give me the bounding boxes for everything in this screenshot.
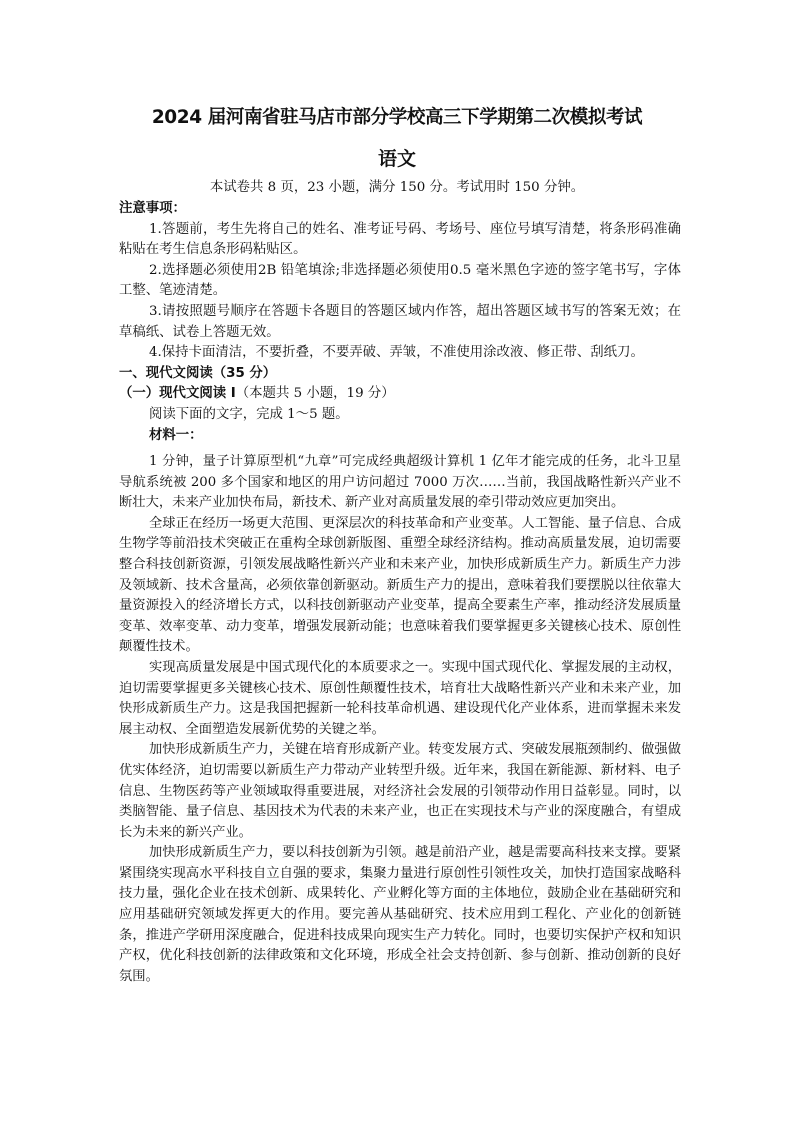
material-heading: 材料一： [149,427,203,443]
notice-item: 4.保持卡面清洁，不要折叠，不要弄破、弄皱，不准使用涂改液、修正带、刮纸刀。 [149,345,644,361]
exam-title: 2024 届河南省驻马店市部分学校高三下学期第二次模拟考试 [151,107,643,128]
notice-section [119,199,681,446]
section-heading: 一、现代文阅读（35 分） [119,365,277,381]
sub-section-label: （一）现代文阅读 I [119,386,236,402]
material-paragraph: 加快形成新质生产力，关键在培育形成新产业。转变发展方式、突破发展瓶颈制约、做强做优实体经济，迫切需要以新质生产力带动产业转型升级。近年来，我国在新能源、新材料、电子信息、生物医药等产业领域取得重要进展，对经济社会发展的引领带动作用日益彰显。同时，以类脑智能、量子信息、基因技术为代表的未来产业，也正在实现技术与产业的深度融合，有望成长为未来的新兴产业。 [119,742,681,840]
reading-instruction: 阅读下面的文字，完成 1～5 题。 [149,406,349,422]
sub-section-detail: （本题共 5 小题，19 分） [235,386,395,402]
material-paragraph: 加快形成新质生产力，要以科技创新为引领。越是前沿产业，越是需要高科技来支撑。要紧紧围绕实现高水平科技自立自强的要求，集聚力量进行原创性引领性攻关，加快打造国家战略科技力量，强化企业在技术创新、成果转化、产业孵化等方面的主体地位，鼓励企业在基础研究和应用基础研究领域发挥更大的作用。要完善从基础研究、技术应用到工程化、产业化的创新链条，推进产学研用深度融合，促进科技成果向现实生产力转化。同时，也要切实保护产权和知识产权，优化科技创新的法律政策和文化环境，形成全社会支持创新、参与创新、推动创新的良好氛围。 [119,845,681,984]
notice-item: 3.请按照题号顺序在答题卡各题目的答题区域内作答，超出答题区域书写的答案无效；在草稿纸、试卷上答题无效。 [119,303,681,340]
material-paragraph: 全球正在经历一场更大范围、更深层次的科技革命和产业变革。人工智能、量子信息、合成生物学等前沿技术突破正在重构全球创新版图、重塑全球经济结构。推动高质量发展，迫切需要整合科技创新资源，引领发展战略性新兴产业和未来产业，加快形成新质生产力。新质生产力涉及领域新、技术含量高，必须依靠创新驱动。新质生产力的提出，意味着我们要摆脱以往依靠大量资源投入的经济增长方式，以科技创新驱动产业变革，提高全要素生产率，推动经济发展质量变革、效率变革、动力变革，增强发展新动能；也意味着我们要掌握更多关键核心技术、原创性颠覆性技术。 [119,515,681,655]
material-paragraph: 实现高质量发展是中国式现代化的本质要求之一。实现中国式现代化、掌握发展的主动权，迫切需要掌握更多关键核心技术、原创性颠覆性技术，培育壮大战略性新兴产业和未来产业，加快形成新质生产力。这是我国把握新一轮科技革命机遇、建设现代化产业体系，进而掌握未来发展主动权、全面塑造发展新优势的关键之举。 [119,659,681,737]
notice-heading: 注意事项： [119,201,186,216]
notice-item: 2.选择题必须使用2B 铅笔填涂;非选择题必须使用0.5 毫米黑色字迹的签字笔书写，字体工整、笔迹清楚。 [119,262,681,299]
subject-title: 语文 [377,148,416,170]
material-paragraph: 1 分钟，量子计算原型机“九章”可完成经典超级计算机 1 亿年才能完成的任务，北斗卫星导航系统被 200 多个国家和地区的用户访问超过 7000 万次……当前，我国战略性新兴产业不断壮大，未来产业加快布局，新技术、新产业对高质量发展的牵引带动效应更加突出。 [119,454,681,511]
exam-info: 本试卷共 8 页，23 小题，满分 150 分。考试用时 150 分钟。 [209,180,585,195]
sub-section-heading [119,384,681,405]
notice-item: 1.答题前，考生先将自己的姓名、准考证号码、考场号、座位号填写清楚，将条形码准确粘贴在考生信息条形码粘贴区。 [119,221,681,258]
material-body [119,452,681,987]
